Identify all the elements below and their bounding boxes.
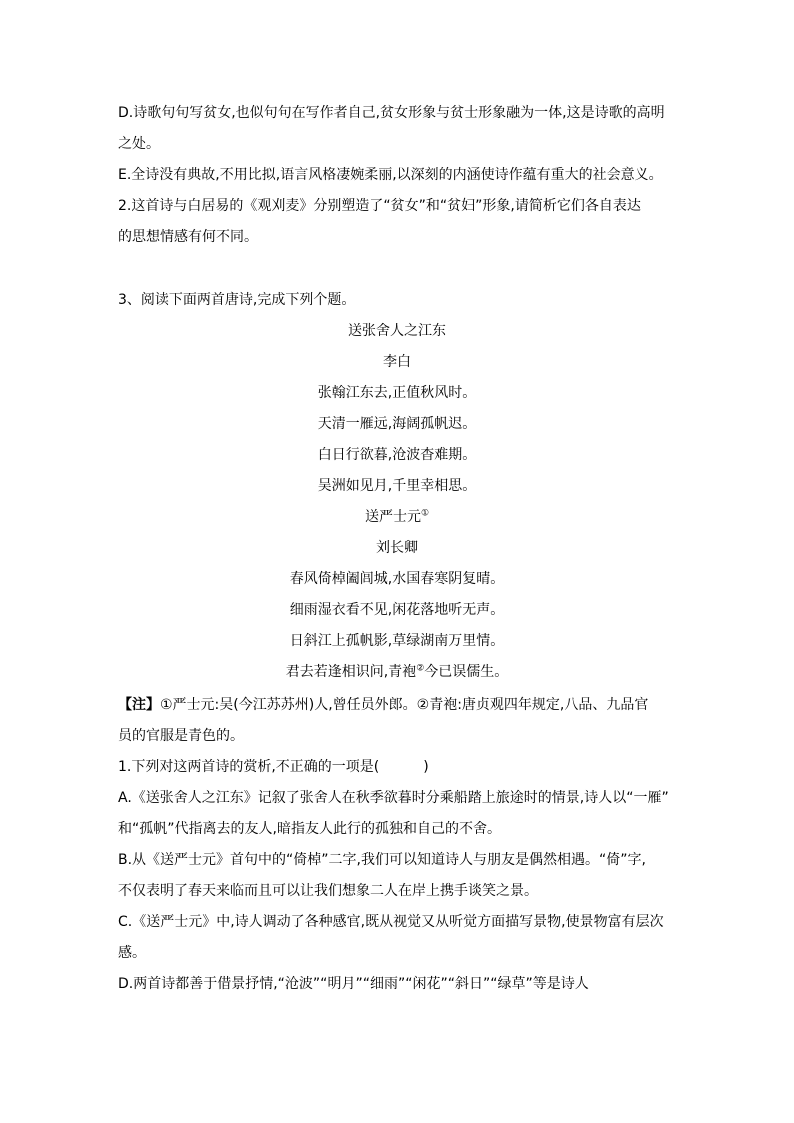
q1-option-c-line-1: C.《送严士元》中,诗人调动了各种感官,既从视觉又从听觉方面描写景物,使景物富有层次 <box>118 914 664 930</box>
note-line-1 <box>118 695 648 715</box>
poem-2-line-4-b: 今已误儒生。 <box>424 664 509 680</box>
poem-2-line-1: 春风倚棹阖闾城,水国春寒阴复晴。 <box>289 571 505 587</box>
poem-1-line-1: 张翰江东去,正值秋风时。 <box>317 385 477 401</box>
note-text-1: ①严士元:吴(今江苏苏州)人,曾任员外郎。②青袍:唐贞观四年规定,八品、九品官 <box>160 697 649 713</box>
option-d-line-1: D.诗歌句句写贫女,也似句句在写作者自己,贫女形象与贫士形象融为一体,这是诗歌的高明 <box>118 105 665 121</box>
poem-2-line-4 <box>0 662 794 682</box>
poem-2-title: 送严士元 <box>364 509 421 525</box>
q1-option-a-line-1: A.《送张舍人之江东》记叙了张舍人在秋季欲暮时分乘船踏上旅途时的情景,诗人以“一雁” <box>118 790 669 806</box>
poem-2-line-2: 细雨湿衣看不见,闲花落地听无声。 <box>289 602 505 618</box>
question-2-line-2: 的思想情感有何不同。 <box>118 229 258 245</box>
q1-option-c-line-2: 感。 <box>118 945 146 961</box>
note-line-2: 员的官服是青色的。 <box>118 728 244 744</box>
question-2-line-1: 2.这首诗与白居易的《观刈麦》分别塑造了“贫女”和“贫妇”形象,请简析它们各自表达 <box>118 198 641 214</box>
q1-option-b-line-2: 不仅表明了春天来临而且可以让我们想象二人在岸上携手谈笑之景。 <box>118 883 538 899</box>
poem-1-title: 送张舍人之江东 <box>348 323 446 339</box>
question-1-stem-b: ) <box>423 759 429 775</box>
section-3-intro: 3、阅读下面两首唐诗,完成下列个题。 <box>118 292 356 308</box>
poem-2-author: 刘长卿 <box>376 540 418 556</box>
question-1-stem <box>118 757 429 777</box>
option-e-line-1: E.全诗没有典故,不用比拟,语言风格凄婉柔丽,以深刻的内涵使诗作蕴有重大的社会意义。 <box>118 167 663 183</box>
poem-1-author: 李白 <box>383 354 411 370</box>
footnote-mark-2: ② <box>416 663 425 674</box>
poem-1-line-4: 吴洲如见月,千里幸相思。 <box>317 478 477 494</box>
question-1-stem-a: 1.下列对这两首诗的赏析,不正确的一项是( <box>118 759 380 775</box>
poem-1-line-3: 白日行欲暮,沧波杳难期。 <box>317 447 477 463</box>
q1-option-d-line-1: D.两首诗都善于借景抒情,“沧波”“明月”“细雨”“闲花”“斜日”“绿草”等是诗人 <box>118 976 589 992</box>
poem-2-title-row <box>0 507 794 527</box>
option-d-line-2: 之处。 <box>118 136 160 152</box>
poem-2-line-3: 日斜江上孤帆影,草绿湖南万里情。 <box>289 633 505 649</box>
q1-option-a-line-2: 和“孤帆”代指离去的友人,暗指友人此行的孤独和自己的不舍。 <box>118 821 501 837</box>
poem-1-line-2: 天清一雁远,海阔孤帆迟。 <box>317 416 477 432</box>
note-label: 【注】 <box>118 697 160 713</box>
footnote-mark-1: ① <box>420 508 430 519</box>
poem-2-line-4-a: 君去若逢相识问,青袍 <box>285 664 417 680</box>
q1-option-b-line-1: B.从《送严士元》首句中的“倚棹”二字,我们可以知道诗人与朋友是偶然相遇。“倚”字, <box>118 852 646 868</box>
